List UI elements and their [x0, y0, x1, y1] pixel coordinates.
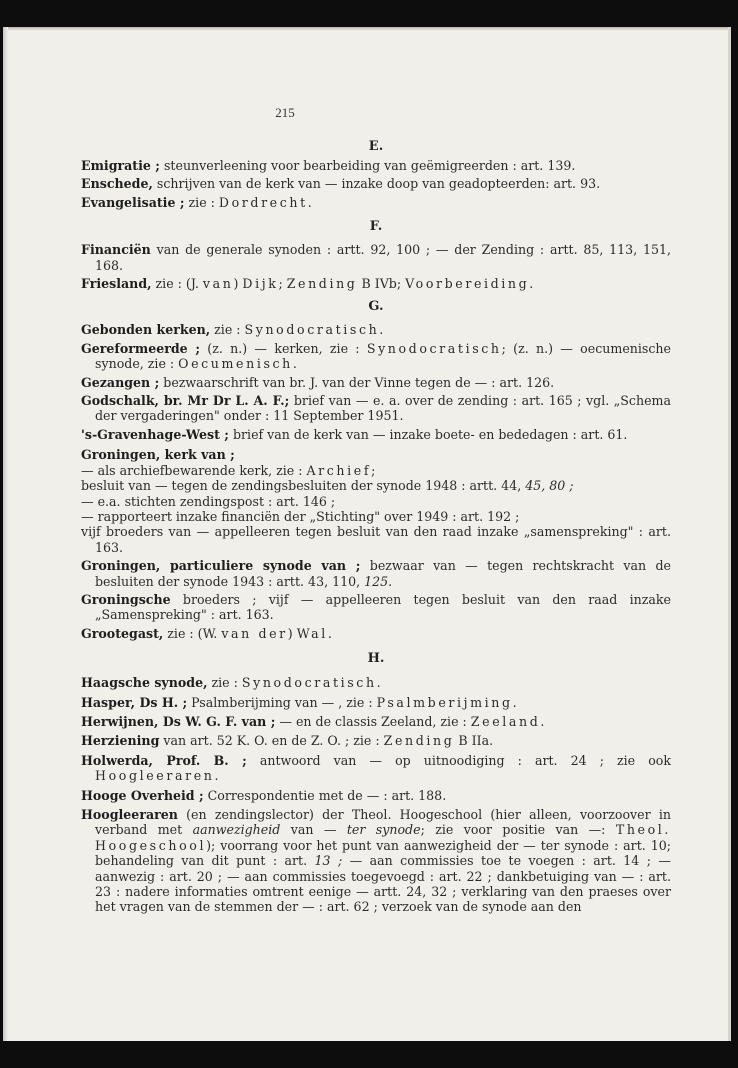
entry-body: bezwaar van — tegen rechtskracht van de besluiten der synode 1943 : artt. 43, 110, — [95, 558, 672, 589]
index-entry-gezangen — [81, 375, 671, 390]
index-entry-hooge — [81, 788, 671, 803]
entry-body: zie : (J. — [151, 276, 203, 292]
index-entry-emigratie — [81, 158, 671, 173]
entry-head: Hasper, Ds H. ; — [81, 694, 188, 710]
section-heading-f: F. — [369, 219, 383, 235]
cross-reference: Voorbereiding. — [405, 276, 536, 292]
entry-head: Gezangen ; — [81, 374, 160, 390]
index-entry-gravenhage — [81, 427, 671, 442]
entry-body: brief van — e. a. over de zending : art. 165 ; vgl. „Schema der vergaderingen" onder : 11 September 1951. — [95, 393, 671, 424]
index-entry-groningsche — [81, 592, 671, 623]
entry-head: Gebonden kerken, — [81, 322, 211, 338]
entry-head: Godschalk, br. Mr Dr L. A. F.; — [81, 393, 290, 409]
entry-body: ; zie voor positie van —: — [420, 822, 616, 838]
index-content — [81, 27, 671, 915]
index-entry-hasper — [81, 695, 671, 710]
index-entry-gebonden — [81, 322, 671, 337]
section-heading-g: G. — [368, 299, 384, 315]
entry-head: Herziening — [81, 733, 160, 749]
entry-head: Groningsche — [81, 591, 171, 607]
entry-body: besluit van — tegen de zendingsbesluiten der synode 1948 : artt. 44, — [81, 478, 526, 494]
index-entry-groningen-synode — [81, 558, 671, 589]
entry-body: — aan commissies toe te voegen : art. 14 ; — aanwezig : art. 20 ; — aan commissies toegevoegd : art. 22 ; dankbetuiging van — : art. 23 : nadere informaties omtrent eenige — artt. 24, 32 ; verklaring van den praeses over het vragen van de stemmen der — : art. 62 ; verzoek van de synode aan den — [95, 853, 671, 915]
entry-italic: 45, 80 ; — [525, 478, 574, 494]
entry-head: Hooge Overheid ; — [81, 787, 204, 803]
index-entry-grootegast — [81, 626, 671, 641]
entry-body: schrijven van de kerk van — inzake doop van geadopteerden: art. 93. — [152, 176, 601, 192]
index-entry-financien — [81, 242, 671, 273]
entry-body: ) — [287, 625, 297, 641]
cross-reference: Theol. Hoogeschool — [95, 822, 672, 853]
cross-reference: Zending — [286, 276, 358, 292]
entry-head: Hoogleeraren — [81, 807, 178, 822]
cross-reference: Synodocratisch. — [244, 322, 386, 338]
cross-reference: Zending — [383, 733, 455, 749]
entry-body: B IVb; — [357, 276, 406, 292]
entry-body: zie : — [207, 675, 242, 691]
entry-body: B IIa. — [454, 733, 494, 749]
entry-head: Enschede, — [81, 176, 153, 192]
entry-italic: ter synode — [346, 822, 421, 838]
entry-subline: vijf broeders van — appelleeren tegen besluit van den raad inzake „samenspreking" : art. 163. — [81, 524, 671, 555]
cross-reference: Dordrecht. — [218, 194, 315, 210]
page-right-edge — [728, 27, 731, 1041]
entry-body: — en de classis Zeeland, zie : — [275, 713, 471, 729]
entry-body: (en zendingslector) der Theol. Hoogeschool (hier alleen, voorzoover in verband met — [95, 807, 671, 838]
entry-head: Emigratie ; — [81, 158, 160, 173]
entry-head: Financiën — [81, 242, 151, 258]
index-entry-gereformeerde — [81, 341, 671, 372]
entry-subline: — rapporteert inzake financiën der „Stichting" over 1949 : art. 192 ; — [81, 508, 520, 524]
index-entry-herziening — [81, 733, 671, 748]
entry-body: broeders ; vijf — appelleeren tegen besluit van den raad inzake „Samenspreking" : art. 163. — [95, 591, 671, 623]
section-heading-h: H. — [367, 651, 385, 667]
entry-italic: aanwezigheid — [192, 822, 281, 838]
entry-body: zie : (W. — [163, 625, 222, 641]
page-number: 215 — [275, 105, 295, 120]
index-entry-herwijnen — [81, 714, 671, 729]
entry-body: bezwaarschrift van br. J. van der Vinne tegen de — : art. 126. — [159, 374, 555, 390]
entry-head: Grootegast, — [81, 625, 164, 641]
entry-body: zie : — [210, 322, 245, 338]
entry-body: ); voorrang voor het punt van aanwezigheid der — ter synode : art. 10; behandeling van dit punt : art. — [95, 837, 671, 869]
cross-reference: Dijk — [242, 276, 279, 292]
cross-reference: van — [202, 276, 234, 292]
entry-body: zie : — [184, 194, 219, 210]
document-page — [3, 27, 731, 1041]
entry-head: Holwerda, Prof. B. ; — [81, 752, 247, 768]
entry-subline — [81, 462, 671, 478]
entry-body: Psalmberijming van — , zie : — [187, 694, 377, 710]
entry-head: Gereformeerde ; — [81, 340, 200, 356]
entry-body: antwoord van — op uitnoodiging : art. 24 ; zie ook — [246, 752, 671, 768]
entry-body: van de generale synoden : artt. 92, 100 ; — der Zending : artt. 85, 113, 151, 168. — [95, 242, 671, 273]
cross-reference: Psalmberijming. — [376, 694, 520, 710]
entry-head: 's-Gravenhage-West ; — [81, 426, 229, 442]
entry-head: Haagsche synode, — [81, 675, 208, 691]
entry-italic: 125. — [364, 573, 393, 589]
entry-italic: 13 ; — [314, 853, 343, 869]
index-entry-enschede — [81, 176, 671, 191]
cross-reference: Zeeland. — [470, 713, 547, 729]
cross-reference: Wal. — [296, 625, 335, 641]
entry-head: Herwijnen, Ds W. G. F. van ; — [81, 713, 276, 729]
entry-body: van art. 52 K. O. en de Z. O. ; zie : — [159, 733, 384, 749]
entry-subline — [81, 478, 671, 494]
index-entry-hoogleeraren — [81, 807, 671, 915]
entry-body: ) — [233, 276, 243, 292]
cross-reference: Synodocratisch. — [241, 675, 384, 691]
entry-head: Groningen, particuliere synode van ; — [81, 558, 361, 574]
section-heading-e: E. — [368, 139, 384, 154]
entry-subline: — e.a. stichten zendingspost : art. 146 ; — [81, 493, 336, 509]
cross-reference: Synodocratisch — [366, 340, 502, 356]
entry-head: Friesland, — [81, 276, 152, 292]
index-entry-groningen-kerk — [81, 447, 671, 555]
entry-head: Groningen, kerk van ; — [81, 447, 235, 463]
entry-body: brief van de kerk van — inzake boete- en bededagen : art. 61. — [228, 426, 628, 442]
entry-body: van — — [280, 822, 347, 838]
page-left-shadow — [3, 27, 8, 1041]
index-entry-godschalk — [81, 393, 671, 424]
entry-body: Correspondentie met de — : art. 188. — [203, 787, 447, 803]
entry-body: (z. n.) — kerken, zie : — [200, 340, 367, 356]
index-entry-friesland — [81, 276, 671, 291]
entry-body: ; — [278, 276, 287, 292]
cross-reference: Hoogleeraren. — [95, 768, 222, 784]
cross-reference: Oecumenisch. — [178, 356, 300, 372]
entry-body: steunverleening voor bearbeiding van geëmigreerden : art. 139. — [159, 158, 576, 173]
entry-body: ; (z. n.) — oecumenische synode, zie : — [95, 340, 671, 372]
cross-reference: Archief; — [306, 462, 378, 478]
entry-head: Evangelisatie ; — [81, 194, 185, 210]
index-entry-haagsche — [81, 675, 671, 690]
index-entry-evangelisatie — [81, 195, 671, 210]
cross-reference: van der — [221, 625, 288, 641]
entry-body: — als archiefbewarende kerk, zie : — [81, 462, 307, 478]
index-entry-holwerda — [81, 753, 671, 784]
